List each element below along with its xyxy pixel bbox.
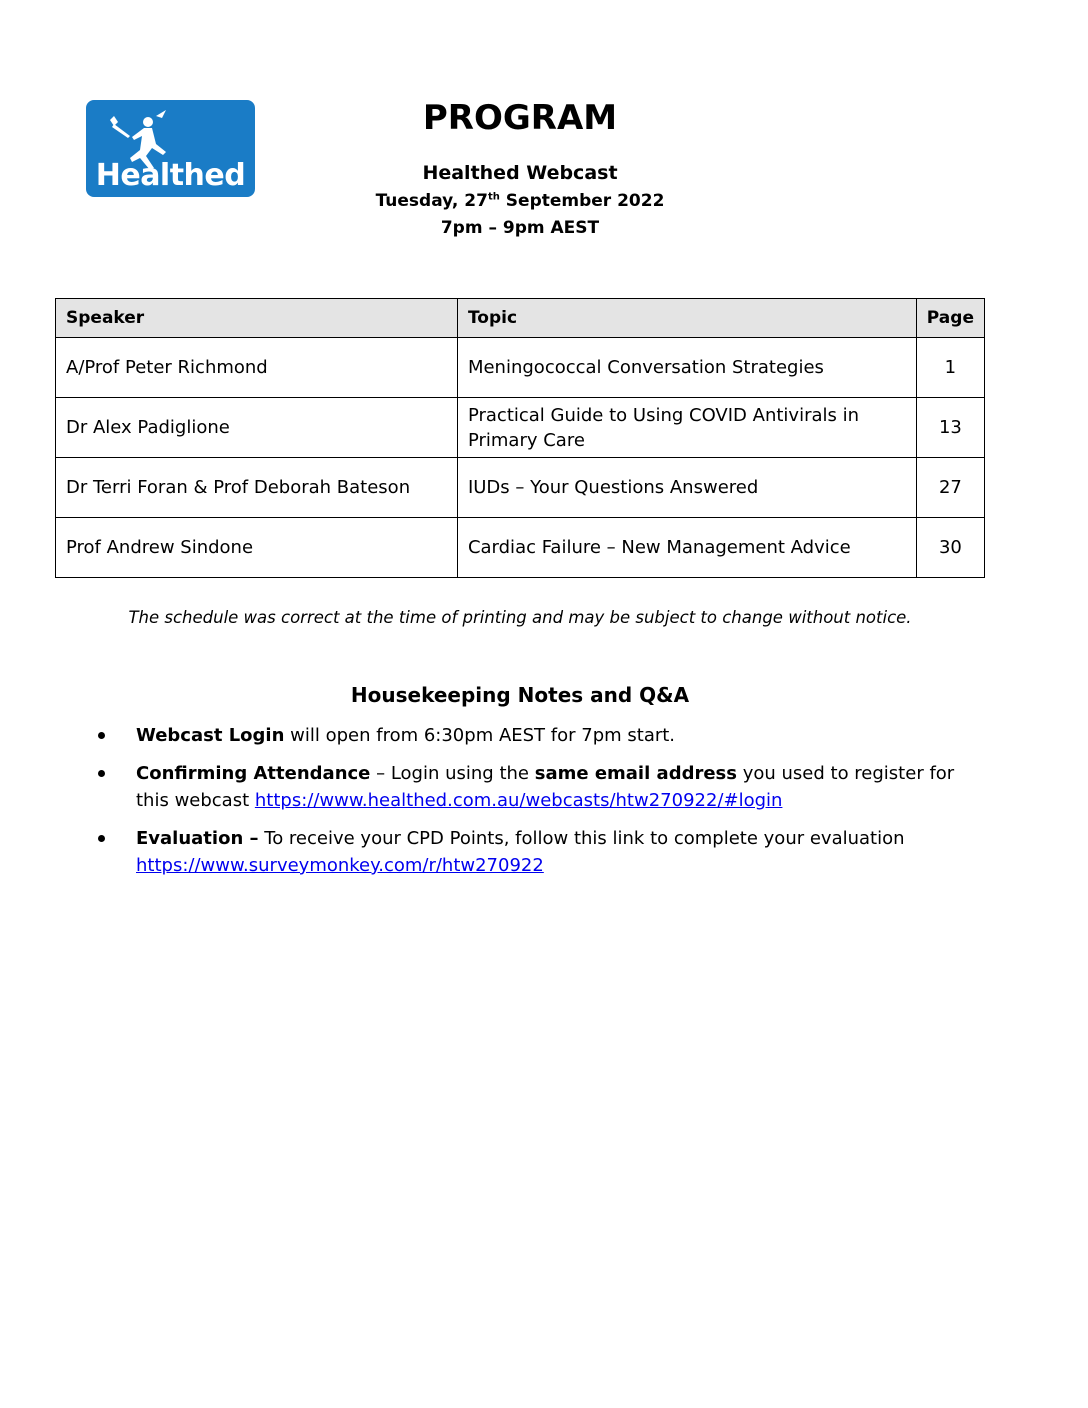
evaluation-link[interactable]: https://www.surveymonkey.com/r/htw270922 [136, 855, 544, 876]
column-header-topic: Topic [457, 299, 916, 338]
list-item-evaluation: Evaluation – To receive your CPD Points, follow this link to complete your evaluation https://www.surveymonkey.com/r/htw270922 [96, 825, 956, 879]
bullet-icon [98, 770, 105, 777]
table-row [56, 458, 985, 518]
event-time: 7pm – 9pm AEST [440, 218, 600, 238]
page-cell: 1 [916, 338, 984, 398]
event-date: Tuesday, 27th September 2022 [375, 191, 665, 211]
bullet-icon [98, 732, 105, 739]
table-header-row [56, 299, 985, 338]
list-item-confirming-attendance: Confirming Attendance – Login using the same email address you used to register for this webcast https://www.healthed.com.au/webcasts/htw270922/#login [96, 760, 956, 814]
program-table [55, 298, 985, 578]
topic-cell: IUDs – Your Questions Answered [457, 458, 916, 518]
table-row [56, 398, 985, 458]
page-cell: 30 [916, 518, 984, 578]
list-item-webcast-login: Webcast Login will open from 6:30pm AEST for 7pm start. [96, 722, 956, 749]
speaker-cell: Dr Terri Foran & Prof Deborah Bateson [56, 458, 458, 518]
topic-cell: Meningococcal Conversation Strategies [457, 338, 916, 398]
bullet-icon [98, 835, 105, 842]
speaker-cell: Dr Alex Padiglione [56, 398, 458, 458]
login-link[interactable]: https://www.healthed.com.au/webcasts/htw270922/#login [254, 790, 783, 811]
housekeeping-list [96, 722, 956, 890]
schedule-disclaimer: The schedule was correct at the time of printing and may be subject to change without notice. [128, 608, 912, 627]
topic-cell: Cardiac Failure – New Management Advice [457, 518, 916, 578]
table-row [56, 518, 985, 578]
event-name: Healthed Webcast [422, 162, 618, 184]
column-header-page: Page [916, 299, 984, 338]
column-header-speaker: Speaker [56, 299, 458, 338]
page-cell: 27 [916, 458, 984, 518]
speaker-cell: Prof Andrew Sindone [56, 518, 458, 578]
table-row [56, 338, 985, 398]
logo-wordmark: Healthed [95, 158, 246, 193]
page-title: PROGRAM [422, 98, 618, 138]
speaker-cell: A/Prof Peter Richmond [56, 338, 458, 398]
page-cell: 13 [916, 398, 984, 458]
topic-cell: Practical Guide to Using COVID Antivirals in Primary Care [457, 398, 916, 458]
housekeeping-heading: Housekeeping Notes and Q&A [350, 683, 690, 707]
